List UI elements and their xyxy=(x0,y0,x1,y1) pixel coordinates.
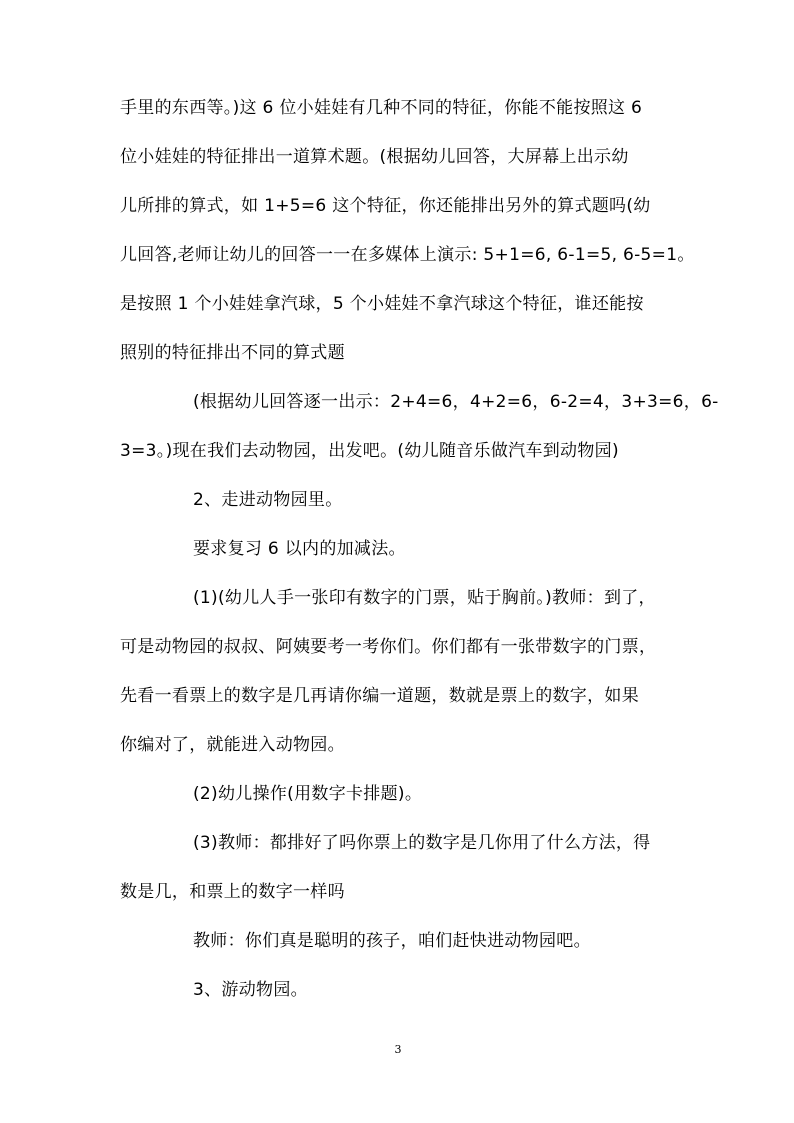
paragraph-line: 教师：你们真是聪明的孩子，咱们赶快进动物园吧。 xyxy=(193,931,591,951)
section-heading: 2、走进动物园里。 xyxy=(193,490,343,510)
paragraph-line: (3)教师：都排好了吗你票上的数字是几你用了什么方法，得 xyxy=(193,833,651,853)
paragraph-line: 是按照 1 个小娃娃拿汽球，5 个小娃娃不拿汽球这个特征，谁还能按 xyxy=(120,294,644,314)
paragraph-line: 儿所排的算式，如 1+5=6 这个特征，你还能排出另外的算式题吗(幼 xyxy=(120,196,651,216)
paragraph-line: 位小娃娃的特征排出一道算术题。(根据幼儿回答，大屏幕上出示幼 xyxy=(120,147,629,167)
paragraph-line: (2)幼儿操作(用数字卡排题)。 xyxy=(193,784,423,804)
paragraph-line: 先看一看票上的数字是几再请你编一道题，数就是票上的数字，如果 xyxy=(120,686,639,706)
paragraph-line: (根据幼儿回答逐一出示：2+4=6，4+2=6，6-2=4，3+3=6，6- xyxy=(193,392,719,412)
paragraph-line: 可是动物园的叔叔、阿姨要考一考你们。你们都有一张带数字的门票， xyxy=(120,637,657,657)
paragraph-line: 照别的特征排出不同的算式题 xyxy=(120,343,345,363)
page-number: 3 xyxy=(394,1043,402,1056)
paragraph-line: (1)(幼儿人手一张印有数字的门票，贴于胸前。)教师：到了， xyxy=(193,588,656,608)
paragraph-line: 手里的东西等。)这 6 位小娃娃有几种不同的特征，你能不能按照这 6 xyxy=(120,98,643,118)
paragraph-line: 儿回答,老师让幼儿的回答一一在多媒体上演示: 5+1=6, 6-1=5, 6-5=1。 xyxy=(120,245,695,265)
paragraph-line: 你编对了，就能进入动物园。 xyxy=(120,735,345,755)
paragraph-line: 3=3。)现在我们去动物园，出发吧。(幼儿随音乐做汽车到动物园) xyxy=(120,441,619,461)
section-heading: 3、游动物园。 xyxy=(193,980,308,1000)
paragraph-line: 数是几，和票上的数字一样吗 xyxy=(120,882,345,902)
paragraph-line: 要求复习 6 以内的加减法。 xyxy=(193,539,406,559)
